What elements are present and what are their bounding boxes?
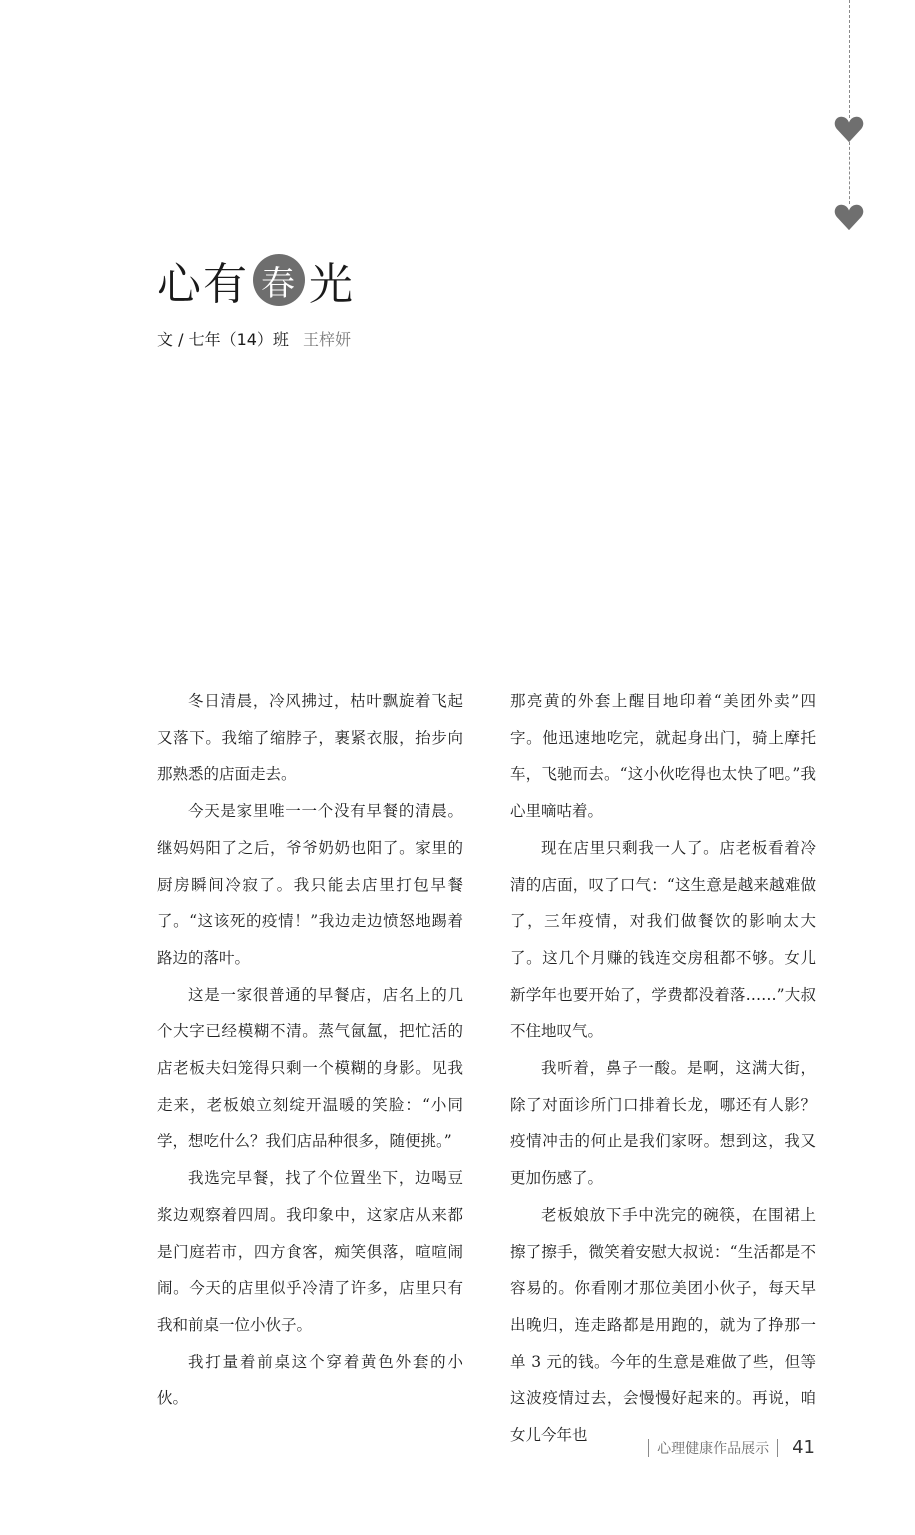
page-number: 41 (792, 1437, 815, 1458)
byline-author: 王梓妍 (302, 330, 351, 349)
footer-divider (648, 1439, 649, 1457)
footer-divider (777, 1439, 778, 1457)
paragraph: 这是一家很普通的早餐店，店名上的几个大字已经模糊不清。蒸气氤氲，把忙活的店老板夫妇笼得只剩一个模糊的身影。见我走来，老板娘立刻绽开温暖的笑脸：“小同学，想吃什么？我们店品种很多，随便挑。” (157, 985, 463, 1151)
paragraph: 我打量着前桌这个穿着黄色外套的小伙。 (157, 1352, 463, 1408)
title-text-after: 光 (309, 259, 355, 310)
article-title (157, 248, 355, 312)
heart-icon (834, 114, 864, 144)
footer-section-title: 心理健康作品展示 (657, 1440, 770, 1457)
byline (157, 327, 351, 350)
page-footer (640, 1437, 815, 1458)
paragraph: 老板娘放下手中洗完的碗筷，在围裙上擦了擦手，微笑着安慰大叔说：“生活都是不容易的。你看刚才那位美团小伙子，每天早出晚归，连走路都是用跑的，就为了挣那一单 3 元的钱。今年的生意是难做了些，但等这波疫情过去，会慢慢好起来的。再说，咱女儿今年也 (510, 1205, 816, 1445)
hanging-string-middle (849, 142, 850, 204)
paragraph: 冬日清晨，冷风拂过，枯叶飘旋着飞起又落下。我缩了缩脖子，裹紧衣服，抬步向那熟悉的店面走去。 (157, 692, 463, 784)
paragraph: 现在店里只剩我一人了。店老板看着冷清的店面，叹了口气：“这生意是越来越难做了，三年疫情，对我们做餐饮的影响太大了。这几个月赚的钱连交房租都不够。女儿新学年也要开始了，学费都没着落……”大叔不住地叹气。 (510, 838, 816, 1041)
byline-class: 文 / 七年（14）班 (157, 330, 289, 349)
paragraph: 我听着，鼻子一酸。是啊，这满大街，除了对面诊所门口排着长龙，哪还有人影？疫情冲击的何止是我们家呀。想到这，我又更加伤感了。 (510, 1059, 816, 1188)
hanging-string-top (849, 0, 850, 118)
paragraph: 今天是家里唯一一个没有早餐的清晨。继妈妈阳了之后，爷爷奶奶也阳了。家里的厨房瞬间冷寂了。我只能去店里打包早餐了。“这该死的疫情！”我边走边愤怒地踢着路边的落叶。 (157, 802, 463, 967)
paragraph: 那亮黄的外套上醒目地印着“美团外卖”四字。他迅速地吃完，就起身出门，骑上摩托车，飞驰而去。“这小伙吃得也太快了吧。”我心里嘀咕着。 (510, 692, 816, 821)
heart-icon (834, 202, 864, 232)
left-text-column (157, 683, 463, 1417)
title-text-before: 心有 (157, 259, 249, 310)
title-highlight-circle: 春 (253, 254, 305, 306)
right-text-column (510, 683, 816, 1454)
paragraph: 我选完早餐，找了个位置坐下，边喝豆浆边观察着四周。我印象中，这家店从来都是门庭若市，四方食客，痴笑俱落，喧喧闹闹。今天的店里似乎冷清了许多，店里只有我和前桌一位小伙子。 (157, 1169, 463, 1334)
